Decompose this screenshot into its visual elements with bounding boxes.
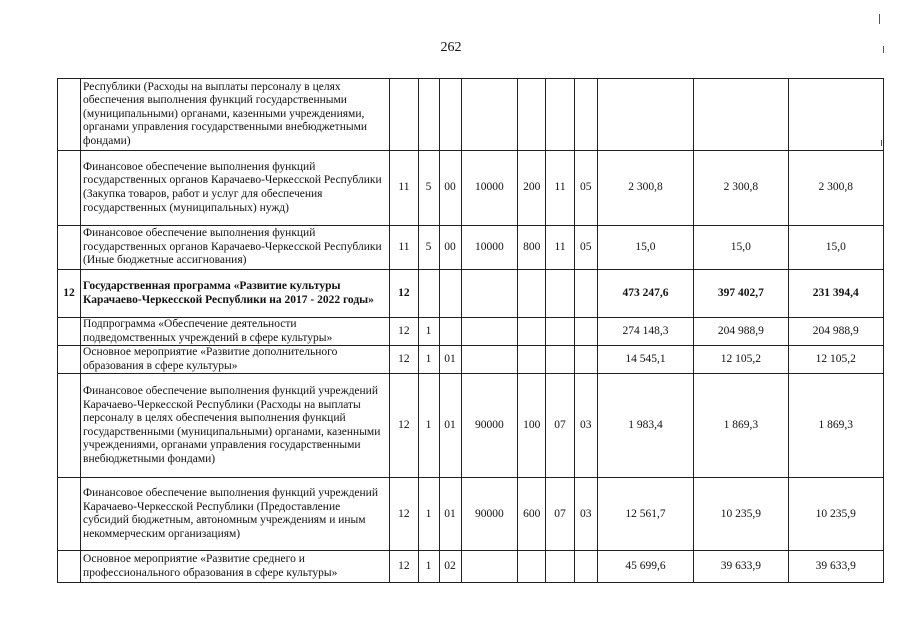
- code-subsection: 05: [574, 151, 597, 226]
- table-row: [58, 551, 884, 583]
- code-subsection: 03: [574, 478, 597, 551]
- code-subprogram: 1: [418, 551, 439, 583]
- amount-year-1: [597, 79, 693, 151]
- code-direction: [461, 79, 518, 151]
- code-program: [390, 79, 418, 151]
- code-program: 12: [390, 374, 418, 478]
- amount-year-3: 231 394,4: [788, 270, 884, 318]
- amount-year-1: 473 247,6: [597, 270, 693, 318]
- code-subprogram: 1: [418, 346, 439, 374]
- page-number: 262: [440, 40, 462, 55]
- row-index: [58, 151, 81, 226]
- program-name: Основное мероприятие «Развитие среднего и профессионального образования в сфере культуры»: [81, 551, 390, 583]
- amount-year-1: 14 545,1: [597, 346, 693, 374]
- amount-year-2: 39 633,9: [694, 551, 788, 583]
- code-subsection: [574, 551, 597, 583]
- code-section: 07: [546, 374, 574, 478]
- code-expense-type: 600: [518, 478, 546, 551]
- row-index: [58, 226, 81, 270]
- amount-year-3: 12 105,2: [788, 346, 884, 374]
- code-subprogram: 1: [418, 318, 439, 346]
- code-program: 11: [390, 226, 418, 270]
- amount-year-2: 15,0: [694, 226, 788, 270]
- program-name: Финансовое обеспечение выполнения функций государственных органов Карачаево-Черкесской Республики (Закупка товаров, работ и услуг для обеспечения государственных (муниципальных) нужд): [81, 151, 390, 226]
- amount-year-2: 2 300,8: [694, 151, 788, 226]
- code-section: [546, 551, 574, 583]
- code-section: [546, 270, 574, 318]
- code-subsection: 05: [574, 226, 597, 270]
- code-direction: 10000: [461, 226, 518, 270]
- amount-year-2: 397 402,7: [694, 270, 788, 318]
- code-measure: [439, 79, 461, 151]
- row-index: [58, 346, 81, 374]
- scan-mark: [883, 46, 884, 53]
- code-direction: 90000: [461, 478, 518, 551]
- code-section: [546, 79, 574, 151]
- code-subprogram: 5: [418, 151, 439, 226]
- table-row: [58, 318, 884, 346]
- code-measure: 01: [439, 346, 461, 374]
- code-expense-type: 800: [518, 226, 546, 270]
- amount-year-2: 204 988,9: [694, 318, 788, 346]
- code-measure: 01: [439, 374, 461, 478]
- amount-year-3: 15,0: [788, 226, 884, 270]
- program-name: Финансовое обеспечение выполнения функций государственных органов Карачаево-Черкесской Республики (Иные бюджетные ассигнования): [81, 226, 390, 270]
- row-index: [58, 478, 81, 551]
- amount-year-3: 204 988,9: [788, 318, 884, 346]
- amount-year-3: [788, 79, 884, 151]
- code-program: 12: [390, 551, 418, 583]
- code-direction: 10000: [461, 151, 518, 226]
- code-subsection: [574, 79, 597, 151]
- code-measure: [439, 318, 461, 346]
- code-measure: 00: [439, 226, 461, 270]
- amount-year-2: 10 235,9: [694, 478, 788, 551]
- code-subsection: [574, 346, 597, 374]
- table-row: [58, 151, 884, 226]
- code-program: 12: [390, 478, 418, 551]
- code-subsection: [574, 318, 597, 346]
- table-row: [58, 374, 884, 478]
- code-section: 11: [546, 151, 574, 226]
- code-subprogram: [418, 270, 439, 318]
- row-index: [58, 551, 81, 583]
- code-subprogram: 1: [418, 374, 439, 478]
- table-row: [58, 79, 884, 151]
- code-expense-type: [518, 551, 546, 583]
- budget-table: [57, 78, 884, 583]
- amount-year-1: 45 699,6: [597, 551, 693, 583]
- code-direction: [461, 346, 518, 374]
- code-subprogram: 1: [418, 478, 439, 551]
- scan-mark: [879, 14, 880, 24]
- budget-table-body: [58, 79, 884, 583]
- code-expense-type: [518, 346, 546, 374]
- program-name: Республики (Расходы на выплаты персоналу в целях обеспечения выполнения функций государственными (муниципальными) органами, казенными учреждениями, органами управления государственными внебюджетными фондами): [81, 79, 390, 151]
- program-name: Государственная программа «Развитие культуры Карачаево-Черкесской Республики на 2017 - 2022 годы»: [81, 270, 390, 318]
- amount-year-2: 12 105,2: [694, 346, 788, 374]
- program-name: Подпрограмма «Обеспечение деятельности подведомственных учреждений в сфере культуры»: [81, 318, 390, 346]
- code-measure: [439, 270, 461, 318]
- code-direction: [461, 551, 518, 583]
- amount-year-2: 1 869,3: [694, 374, 788, 478]
- program-name: Финансовое обеспечение выполнения функций учреждений Карачаево-Черкесской Республики (Предоставление субсидий бюджетным, автономным учреждениям и иным некоммерческим организациям): [81, 478, 390, 551]
- code-expense-type: [518, 318, 546, 346]
- amount-year-1: 1 983,4: [597, 374, 693, 478]
- amount-year-1: 15,0: [597, 226, 693, 270]
- table-row: [58, 478, 884, 551]
- amount-year-3: 2 300,8: [788, 151, 884, 226]
- amount-year-1: 12 561,7: [597, 478, 693, 551]
- code-measure: 01: [439, 478, 461, 551]
- row-index: [58, 318, 81, 346]
- code-direction: 90000: [461, 374, 518, 478]
- code-section: [546, 318, 574, 346]
- code-subsection: 03: [574, 374, 597, 478]
- row-index: [58, 79, 81, 151]
- code-program: 11: [390, 151, 418, 226]
- table-row: [58, 346, 884, 374]
- code-program: 12: [390, 270, 418, 318]
- program-name: Основное мероприятие «Развитие дополнительного образования в сфере культуры»: [81, 346, 390, 374]
- code-expense-type: [518, 79, 546, 151]
- code-section: 07: [546, 478, 574, 551]
- row-index: 12: [58, 270, 81, 318]
- amount-year-1: 2 300,8: [597, 151, 693, 226]
- code-expense-type: 200: [518, 151, 546, 226]
- code-program: 12: [390, 318, 418, 346]
- code-measure: 02: [439, 551, 461, 583]
- amount-year-3: 10 235,9: [788, 478, 884, 551]
- code-subprogram: 5: [418, 226, 439, 270]
- code-subprogram: [418, 79, 439, 151]
- code-section: 11: [546, 226, 574, 270]
- code-program: 12: [390, 346, 418, 374]
- code-direction: [461, 270, 518, 318]
- amount-year-3: 39 633,9: [788, 551, 884, 583]
- amount-year-3: 1 869,3: [788, 374, 884, 478]
- row-index: [58, 374, 81, 478]
- code-section: [546, 346, 574, 374]
- amount-year-1: 274 148,3: [597, 318, 693, 346]
- code-subsection: [574, 270, 597, 318]
- amount-year-2: [694, 79, 788, 151]
- code-expense-type: 100: [518, 374, 546, 478]
- code-direction: [461, 318, 518, 346]
- table-row: [58, 226, 884, 270]
- code-expense-type: [518, 270, 546, 318]
- code-measure: 00: [439, 151, 461, 226]
- table-row: [58, 270, 884, 318]
- program-name: Финансовое обеспечение выполнения функций учреждений Карачаево-Черкесской Республики (Расходы на выплаты персоналу в целях обеспечения выполнения функций государственными (муниципальными) органами, казенными учреждениями, органами управления государственными внебюджетными фондами): [81, 374, 390, 478]
